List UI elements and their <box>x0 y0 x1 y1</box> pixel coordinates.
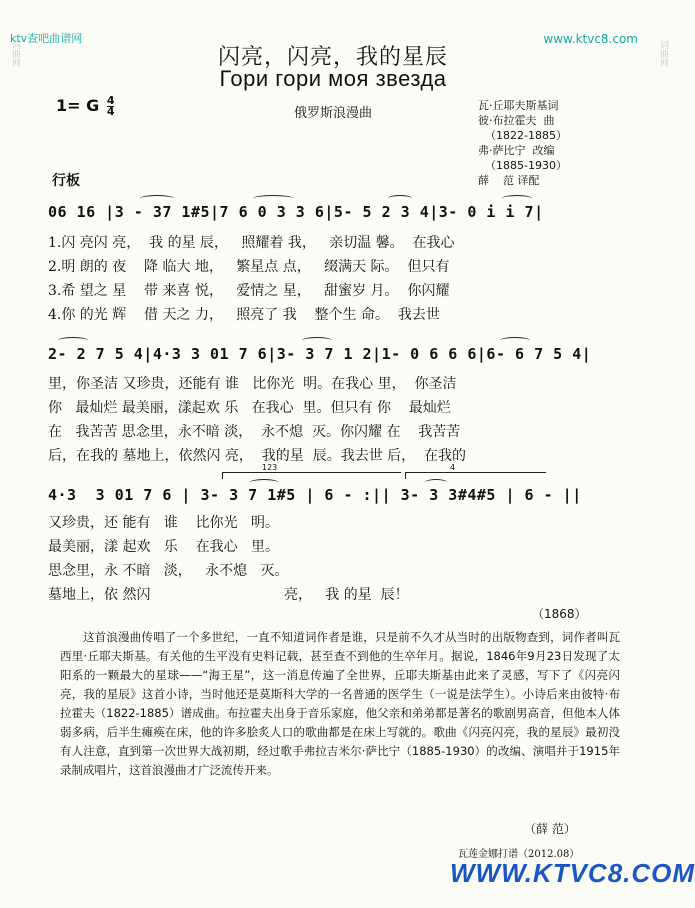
lyric-line: 4.你 的光 辉 借 天之 力， 照亮了 我 整个生 命。 我去世 <box>48 307 440 323</box>
slur <box>502 195 532 202</box>
lyric-line: 后，在我的 墓地上，依然闪 亮， 我的星 辰。我去世 后， 在我的 <box>48 448 467 464</box>
site-logo[interactable]: WWW.KTVC8.COM <box>450 858 695 888</box>
lyric-line: 里，你圣洁 又珍贵，还能有 谁 比你光 明。在我心 里， 你圣洁 <box>48 376 457 392</box>
slur <box>388 195 412 202</box>
brand-watermark-left[interactable]: ktv查吧曲谱网 <box>10 32 83 45</box>
song-title-russian: Гори гори моя звезда <box>219 66 447 91</box>
brand-watermark-right[interactable]: www.ktvc8.com <box>543 32 638 46</box>
lyric-line: 思念里，永 不暗 淡， 永不熄 灭。 <box>48 563 289 579</box>
lyric-line: 在 我苦苦 思念里，永不暗 淡， 永不熄 灭。你闪耀 在 我苦苦 <box>48 424 461 440</box>
volta-bracket-2 <box>405 472 546 479</box>
lyric-line: 你 最灿烂 最美丽，漾起欢 乐 在我心 里。但只有 你 最灿烂 <box>48 400 451 416</box>
side-watermark-left: 词曲网 <box>10 40 20 67</box>
slur <box>500 337 530 344</box>
key-label: 1= G <box>56 96 100 115</box>
copyright-note: 瓦莲金娜打谱（2012.08） <box>458 849 580 860</box>
tempo-marking: 行板 <box>52 173 80 189</box>
composition-year: （1868） <box>532 607 587 621</box>
volta-bracket-1 <box>222 472 401 479</box>
score-row-1-notes: 06 16 |3 - 37 1#5|7 6 0 3 3 6|5- 5 2 3 4|3- 0 i i 7| <box>48 203 544 221</box>
score-row-3-notes: 4·3 3 01 7 6 | 3- 3 7 1#5 | 6 - :|| 3- 3 3#4#5 | 6 - || <box>48 486 582 504</box>
slur <box>140 195 174 202</box>
lyric-line: 又珍贵，还 能有 谁 比你光 明。 <box>48 515 279 531</box>
lyric-line: 墓地上，依 然闪 亮， 我 的星 辰！ <box>48 587 409 603</box>
slur <box>425 479 447 486</box>
slur <box>253 195 293 202</box>
lyric-line: 2.明 朗的 夜 降 临大 地， 繁星点 点， 缀满天 际。 但只有 <box>48 259 450 275</box>
key-signature <box>56 96 114 117</box>
lyric-line: 3.希 望之 星 带 来喜 悦， 爱情之 星， 甜蜜岁 月。 你闪耀 <box>48 283 450 299</box>
song-genre: 俄罗斯浪漫曲 <box>293 106 372 121</box>
time-signature <box>107 96 115 117</box>
slur <box>302 337 332 344</box>
slur <box>250 479 278 486</box>
story-author: （薛 范） <box>524 822 576 836</box>
time-top: 4 <box>106 94 115 107</box>
slur <box>58 337 88 344</box>
volta-number-1: 123 <box>262 463 278 472</box>
song-title-chinese: 闪亮，闪亮，我的星辰 <box>217 45 448 70</box>
score-row-2-notes: 2- 2 7 5 4|4·3 3 01 7 6|3- 3 7 1 2|1- 0 6 6 6|6- 6 7 5 4| <box>48 345 592 363</box>
lyric-line: 最美丽，漾 起欢 乐 在我心 里。 <box>48 539 279 555</box>
lyric-line: 1.闪 亮闪 亮， 我 的星 辰， 照耀着 我， 亲切温 馨。 在我心 <box>48 235 455 251</box>
song-story: 这首浪漫曲传唱了一个多世纪，一直不知道词作者是谁，只是前不久才从当时的出版物查到，词作者叫瓦西里·丘耶夫斯基。有关他的生平没有史料记载，甚至查不到他的生卒年月。据说，1846年9月23日发现了太阳系的一颗最大的星球——“海王星”，这一消息传遍了全世界，丘耶夫斯基由此来了灵感，写下了《闪亮闪亮，我的星辰》这首小诗，当时他还是莫斯科大学的一名普通的医学生（一说是法学生）。小诗后来由彼特·布拉霍夫（1822-1885）谱成曲。布拉霍夫出身于音乐家庭，他父亲和弟弟都是著名的歌剧男高音，但他本人体弱多病，后半生瘫痪在床，他的许多脍炙人口的歌曲都是在床上写就的。歌曲《闪亮闪亮，我的星辰》最初没有人注意，直到第一次世界大战初期，经过歌手弗拉吉米尔·萨比宁（1885-1930）的改编、演唱并于1915年录制成唱片，这首浪漫曲才广泛流传开来。 <box>60 630 620 777</box>
credits: 瓦·丘耶夫斯基词 彼·布拉霍夫 曲 （1822-1885） 弗·萨比宁 改编 （1885-1930） 薛 范 译配 <box>478 99 567 187</box>
volta-number-2: 4 <box>450 463 456 472</box>
time-bottom: 4 <box>106 105 115 118</box>
side-watermark-right: 词曲网 <box>658 40 668 67</box>
